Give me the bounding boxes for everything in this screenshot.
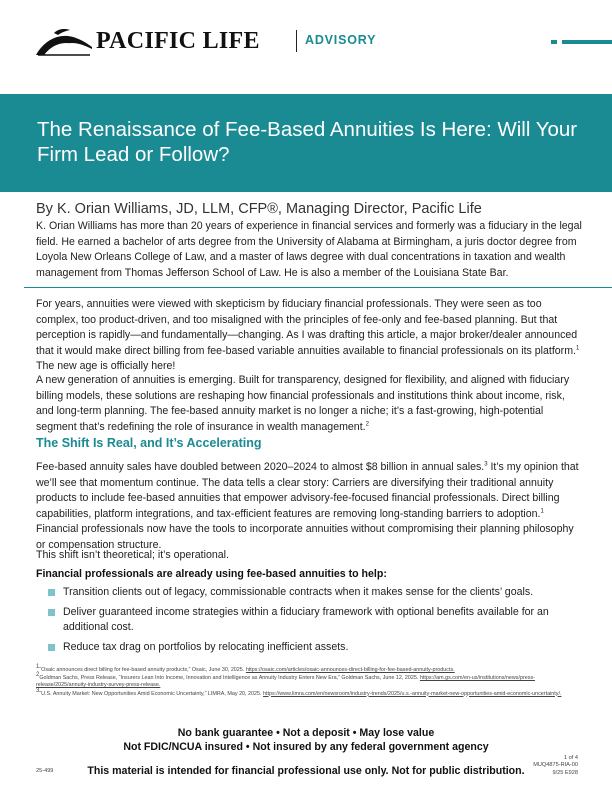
paragraph-intro-text: For years, annuities were viewed with skepticism by fiduciary financial professionals. They were seen as too complex, too product-driven, and too misaligned with the principles of fee-only and fee-based planning. But that perception is rapidly—and fundamentally—changing. As I was drafting this article, a major broker/dealer announced that it would make direct billing from fee-based variable annuities available to financial professionals on its platform. [36,298,578,357]
list-item [48,585,582,601]
paragraph-sales [36,460,584,554]
footnote [36,664,584,674]
accent-bar-small [551,40,557,44]
list-item-text: Deliver guaranteed income strategies within a fiduciary framework with optional benefits available for an additional cost. [63,605,549,634]
author-byline: By K. Orian Williams, JD, LLM, CFP®, Managing Director, Pacific Life [36,201,482,217]
disclosure-line-3: This material is intended for financial professional use only. Not for public distribution. [87,765,525,777]
footnote-number: 2 [36,672,40,679]
disclosure-line-1: No bank guarantee • Not a deposit • May lose value [177,727,435,739]
square-bullet-icon [48,644,55,651]
list-item [48,605,582,636]
square-bullet-icon [48,609,55,616]
paragraph-sales-c: Financial professionals now have the tools to incorporate annuities without compromising their planning philosophy or compensation structure. [36,523,574,551]
title-banner [0,94,612,192]
document-code: 25-499 [36,768,54,774]
list-item-text: Reduce tax drag on portfolios by relocating inefficient assets. [63,640,349,653]
page-number: 1 of 4 [564,755,578,761]
footnote [36,672,584,689]
accent-bar-long [562,40,612,44]
list-item [48,640,582,656]
section-label: ADVISORY [305,33,377,47]
footnote-ref: 3 [484,461,488,468]
list-item-text: Transition clients out of legacy, commissionable contracts when it makes sense for the clients’ goals. [63,586,534,598]
page-info [533,755,578,777]
footnote-ref: 2 [365,421,369,428]
paragraph-new-generation-text: A new generation of annuities is emerging. Built for transparency, designed for flexibility, and aligned with fiduciary billing models, these solutions are reshaping how financial professionals and institutions think about income, risk, and long-term planning. The fee-based annuity market is no longer a niche; it’s a fast-growing, high-potential segment that’s redefining the role of insurance in wealth management. [36,374,570,433]
disclosure-line-2: Not FDIC/NCUA insured • Not insured by any federal government agency [123,741,489,753]
paragraph-new-generation [36,373,584,435]
footnote-number: 1 [36,664,40,671]
article-title: The Renaissance of Fee-Based Annuities Is Here: Will Your Firm Lead or Follow? [37,118,578,166]
footnote-link[interactable]: https://osaic.com/articles/osaic-announces-direct-billing-for-fee-based-annuity-products. [245,667,455,673]
paragraph-sales-a: Fee-based annuity sales have doubled between 2020–2024 to almost $8 billion in annual sales. [36,461,485,473]
footnote [36,687,584,698]
footnote-link[interactable]: https://www.limra.com/en/newsroom/industry-trends/2025/u.s.-annuity-market-new-opportunities-amid-economic-uncertainty/. [263,690,562,697]
footnote-text: Goldman Sachs, Press Release, “Insurers Lean Into Income, Innovation and Intelligence as Annuity Industry Enters New Era,” Goldman Sachs, June 12, 2025. [39,675,420,682]
brand-wordmark: PACIFIC LIFE [96,28,260,54]
paragraph-operational: This shift isn’t theoretical; it’s operational. [36,549,229,561]
paragraph-intro [36,297,584,375]
paragraph-sales-b: It’s my opinion that we’ll see that momentum continue. The data tells a clear story: Carriers are diversifying their traditional annuity products to include fee-based annuities that empower advisory-fee-focused financial professionals. Direct billing capabilities, platform integrations, and tax-efficient features are removing long-standing barriers to adoption. [36,461,579,520]
header-divider [296,30,297,52]
square-bullet-icon [48,589,55,596]
footnote-number: 3 [36,687,40,694]
footnote-text: “U.S. Annuity Market: New Opportunities Amid Economic Uncertainty,” LIMRA, May 20, 2025. [39,690,264,697]
footnote-text: “Osaic announces direct billing for fee-based annuity products,” Osaic, June 30, 2025. [39,667,246,673]
footnotes [36,664,584,699]
date-code: 9/25 E928 [552,769,578,776]
paragraph-intro-tail: The new age is officially here! [36,360,176,373]
footnote-ref: 1 [575,345,580,352]
whale-tail-icon [34,27,94,57]
section-divider [24,287,612,288]
form-code: MUQ4875-RIA-00 [533,762,578,769]
section-heading: The Shift Is Real, and It’s Accelerating [36,436,262,450]
pacific-life-logo [34,27,274,57]
bullet-list [48,585,582,659]
bullets-lead: Financial professionals are already using fee-based annuities to help: [36,568,387,580]
author-bio: K. Orian Williams has more than 20 years of experience in financial services and formerly was a fiduciary in the legal field. He earned a bachelor of arts degree from the University of Alabama at Birmingham, a juris doctor degree from Loyola New Orleans College of Law, and a master of laws degree with dual concentrations in taxation and wealth management from Thomas Jefferson School of Law. He is also a member of the Louisiana State Bar. [36,220,582,279]
footnote-ref: 1 [540,508,544,515]
footnote-link[interactable]: https://am.gs.com/en-us/institutions/news/press-release/2025/annuity-industry-survey-press-release. [36,675,535,689]
